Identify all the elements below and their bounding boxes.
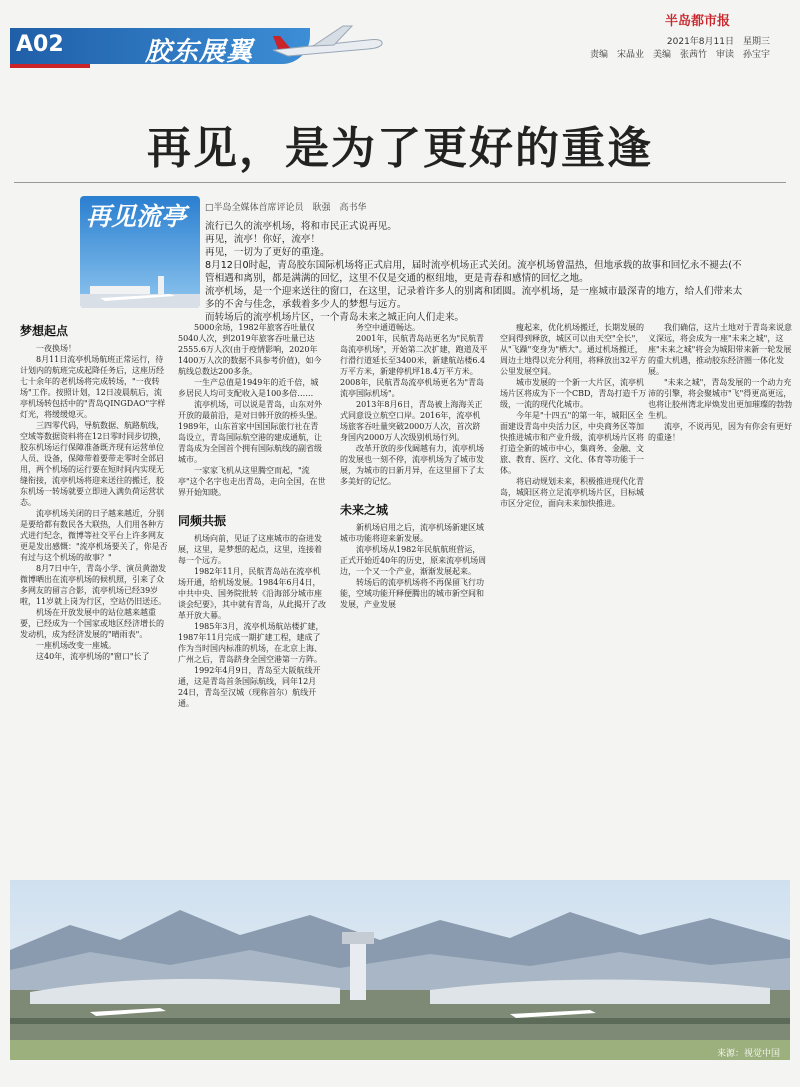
- paragraph: 一夜换场！: [36, 344, 76, 353]
- paragraph: 2001年，民航青岛站更名为"民航青岛流亭机场"，开始第二次扩建，跑道及平行滑行道延长至3400米，新建航站楼6.4万平方米，新建停机坪18.4万平方米。2008年，民航青岛流亭机场更名为"青岛流亭国际机场"。: [340, 334, 488, 398]
- paragraph: 2013年8月6日，青岛被上海海关正式同意设立航空口岸。2016年，流亭机场旅客吞吐量突破2000万人次，首次跻身国内2000万人次级别机场行列。: [340, 400, 483, 442]
- paragraph: 将启动规划未来，积极推进现代化青岛，城阳区将立足流亭机场片区，目标城市区分定位，面向未来加快推进。: [500, 477, 644, 508]
- box-title: 再见流亭: [86, 202, 187, 231]
- lead-line: 而转场后的流亭机场片区，一个青岛未来之城正向人们走来。: [205, 312, 465, 323]
- editor-credits: 责编 宋晶业 美编 张茜竹 审读 孙宝宇: [589, 50, 770, 60]
- page-header: [0, 0, 800, 82]
- subheading-resonance: 同频共振: [178, 514, 227, 528]
- byline: □半岛全媒体首席评论员 耿强 高书华: [205, 203, 367, 213]
- paragraph: 流亭机场关闭的日子越来越近，分别是要给都有数民各大联热，人们用各种方式进行纪念，微博等社交平台上许多网友更是发出感慨："流亭机场要关了，你是否有过与这个机场的故事？": [20, 509, 168, 562]
- title-box: [80, 196, 200, 308]
- paragraph: 今年是"十四五"的第一年，城阳区全面建设青岛中央活力区，中央商务区等加快推进城市和产业升级，流亭机场片区将打造全新的城市中心，集商务、金融、文旅、教育、医疗、文化、体育等功能于一体。: [500, 411, 644, 475]
- paragraph: 一座机场改变一座城。: [36, 641, 116, 650]
- article-column-5: [648, 322, 796, 867]
- paragraph: 8月11日流亭机场航班正常运行，待计划内的航班完成起降任务后，这座历经七十余年的老机场将完成转场，"一夜转场"工作。按照计划，12日凌晨航后，流亭机场转包括中的"青岛QINGDAO"字样灯光，将缓缓熄灭。: [20, 355, 166, 419]
- paragraph: 1982年11月，民航青岛站在流亭机场开通，给机场发展。1984年6月4日，中共中央、国务院批转《沿海部分城市座谈会纪要》，其中就有青岛，从此揭开了改革开放大幕。: [178, 567, 326, 620]
- lead-line: 再见，流亭！你好，流亭！: [205, 234, 321, 245]
- lead-line: 再见，一切为了更好的重逢。: [205, 247, 330, 258]
- article-column-2: [178, 322, 326, 867]
- airplane-icon: [268, 18, 388, 68]
- paragraph: 机场在开放发展中的站位越来越重要，已经成为一个国家或地区经济增长的发动机，成为经济发展的"晴雨表"。: [20, 608, 164, 639]
- paragraph: 流亭机场，可以说是青岛，山东对外开放的最前沿，是对日韩开放的桥头堡。1989年，山东首家中国国际旅行社在青岛设立，青岛国际航空港的建成通航，让青岛成为全国首个拥有国际航线的副省级城市。: [178, 400, 322, 464]
- subheading-future-city: 未来之城: [340, 503, 389, 517]
- paragraph: 我们确信，这片土地对于青岛来说意义深远，将会成为一座"未来之城"，这座"未来之城"将会为城阳带来新一轮发展的重大机遇，推动胶东经济圈一体化发展。: [648, 323, 792, 376]
- paragraph: 1985年3月，流亭机场航站楼扩建，1987年11月完成一期扩建工程，建成了作为当时国内标准的机场，在北京上海、广州之后，青岛跻身全国空港第一方阵。: [178, 622, 324, 664]
- paragraph: 流亭，不说再见，因为有你会有更好的重逢！: [648, 422, 792, 442]
- paragraph: 新机场启用之后，流亭机场新建区域城市功能将迎来新发展。: [340, 523, 484, 543]
- paragraph: 机场向前，见证了这座城市的奋进发展，这里，是梦想的起点，这里，连接着每一个远方。: [178, 534, 322, 565]
- accent-stripe: [10, 64, 90, 68]
- masthead-logo: 半岛都市报: [664, 14, 730, 29]
- paragraph: 城市发展的一个新一大片区，流亭机场片区将成为下一个CBD，青岛打造千万级，一流的现代化城市。: [500, 378, 647, 409]
- article-column-4: [500, 322, 648, 867]
- article-column-1: [20, 322, 168, 867]
- paragraph: 瘦起来，优化机场搬迁，长期发展的空间得到释放，城区可以由天空"全长"，从"飞躁"变身为"栖大"。通过机场搬迁，周边土地得以充分利用，将释放出32平方公里发展空间。: [500, 323, 647, 376]
- lead-line: 流亭机场，是一个迎来送往的窗口，在这里，记录着许多人的别离和团圆。流亭机场，是一座城市最深青的地方，给人们带来太多的不舍与佳念，承载着多少人的梦想与远方。: [205, 286, 743, 310]
- paragraph: 5000余场，1982年旅客吞吐量仅5040人次，到2019年旅客吞吐量已达2555.6万人次(由于疫情影响，2020年1400万人次的数据不具参考价值)，如今航线总数达200多条。: [178, 323, 322, 376]
- issue-date: 2021年8月11日 星期三: [666, 37, 770, 47]
- paragraph: 一家家飞机从这里腾空而起，"流亭"这个名字也走出青岛，走向全国，在世界开始知晓。: [178, 466, 326, 497]
- article-column-3: [340, 322, 488, 867]
- section-title: 胶东展翼: [145, 37, 254, 67]
- headline: 再见，是为了更好的重逢: [147, 123, 653, 174]
- paragraph: 8月7日中午，青岛小学、演员黄渤发微博晒出在流亭机场的候机照，引来了众多网友的留言合影，流亭机场已经39岁啦，11岁就上岗为行区，空站仍旧送还。: [20, 564, 167, 606]
- divider: [14, 182, 786, 183]
- paragraph: 转场后的流亭机场将不再保留飞行功能，空域功能开释便腾出的城市新空间和发展，产业发展: [340, 578, 484, 609]
- airport-panorama-photo: [10, 880, 790, 1060]
- paragraph: 一生产总值是1949年的近千倍，城乡居民人均可支配收入是100多倍……: [178, 378, 319, 398]
- paragraph: 1992年4月9日，青岛至大阪航线开通，这是青岛首条国际航线，同年12月24日，青岛至汉城（现称首尔）航线开通。: [178, 666, 321, 708]
- airport-illustration: [80, 268, 200, 308]
- photo-credit: 来源：视觉中国: [716, 1049, 780, 1059]
- issue-meta: [590, 36, 770, 62]
- paragraph: 三四零代码，导航数据、航路航线，空域等数据资料将在12日零时同步切换，胶东机场运行保障准备既齐现有运营单位人员、设备，保障带着要带走零时全部启用，两个机场的运行要在短时间内实现无缝衔接，流亭机场将迎来送往的搬迁，胶东机场一转场就要立即进入满负荷运营状态。: [20, 421, 167, 507]
- lead-line: 流行已久的流亭机场，将和市民正式说再见。: [205, 221, 397, 232]
- paragraph: 流亭机场从1982年民航航班营运，正式开始近40年的历史，原来流亭机场周边，一个又一个产业，渐渐发展起来。: [340, 545, 487, 576]
- paragraph: 改革开放的步伐阔越有力，流亭机场的发展也一刻不停，流亭机场为了城市发展，为城市的日新月异，在这里留下了太多美好的记忆。: [340, 444, 484, 486]
- paragraph: 这40年，流亭机场的"窗口"长了: [36, 652, 150, 661]
- page-number: A02: [16, 32, 64, 57]
- lead-paragraphs: [205, 220, 750, 324]
- subheading-dream-start: 梦想起点: [20, 324, 69, 338]
- paragraph: 务空中通道畅达。: [356, 323, 420, 332]
- paragraph: "未来之城"，青岛发展的一个动力充沛的引擎，将会聚城市"飞"得更高更远，也将让胶州湾北岸焕发出更加璀璨的勃勃生机。: [648, 378, 792, 420]
- lead-line: 8月12日0时起，青岛胶东国际机场将正式启用，届时流亭机场正式关闭。流亭机场曾温热，但地承载的故事和回忆永不褪去(不管相遇和离别，都是满满的回忆，这里不仅是交通的枢纽地，更是青春和感情的回忆之地。: [205, 260, 742, 284]
